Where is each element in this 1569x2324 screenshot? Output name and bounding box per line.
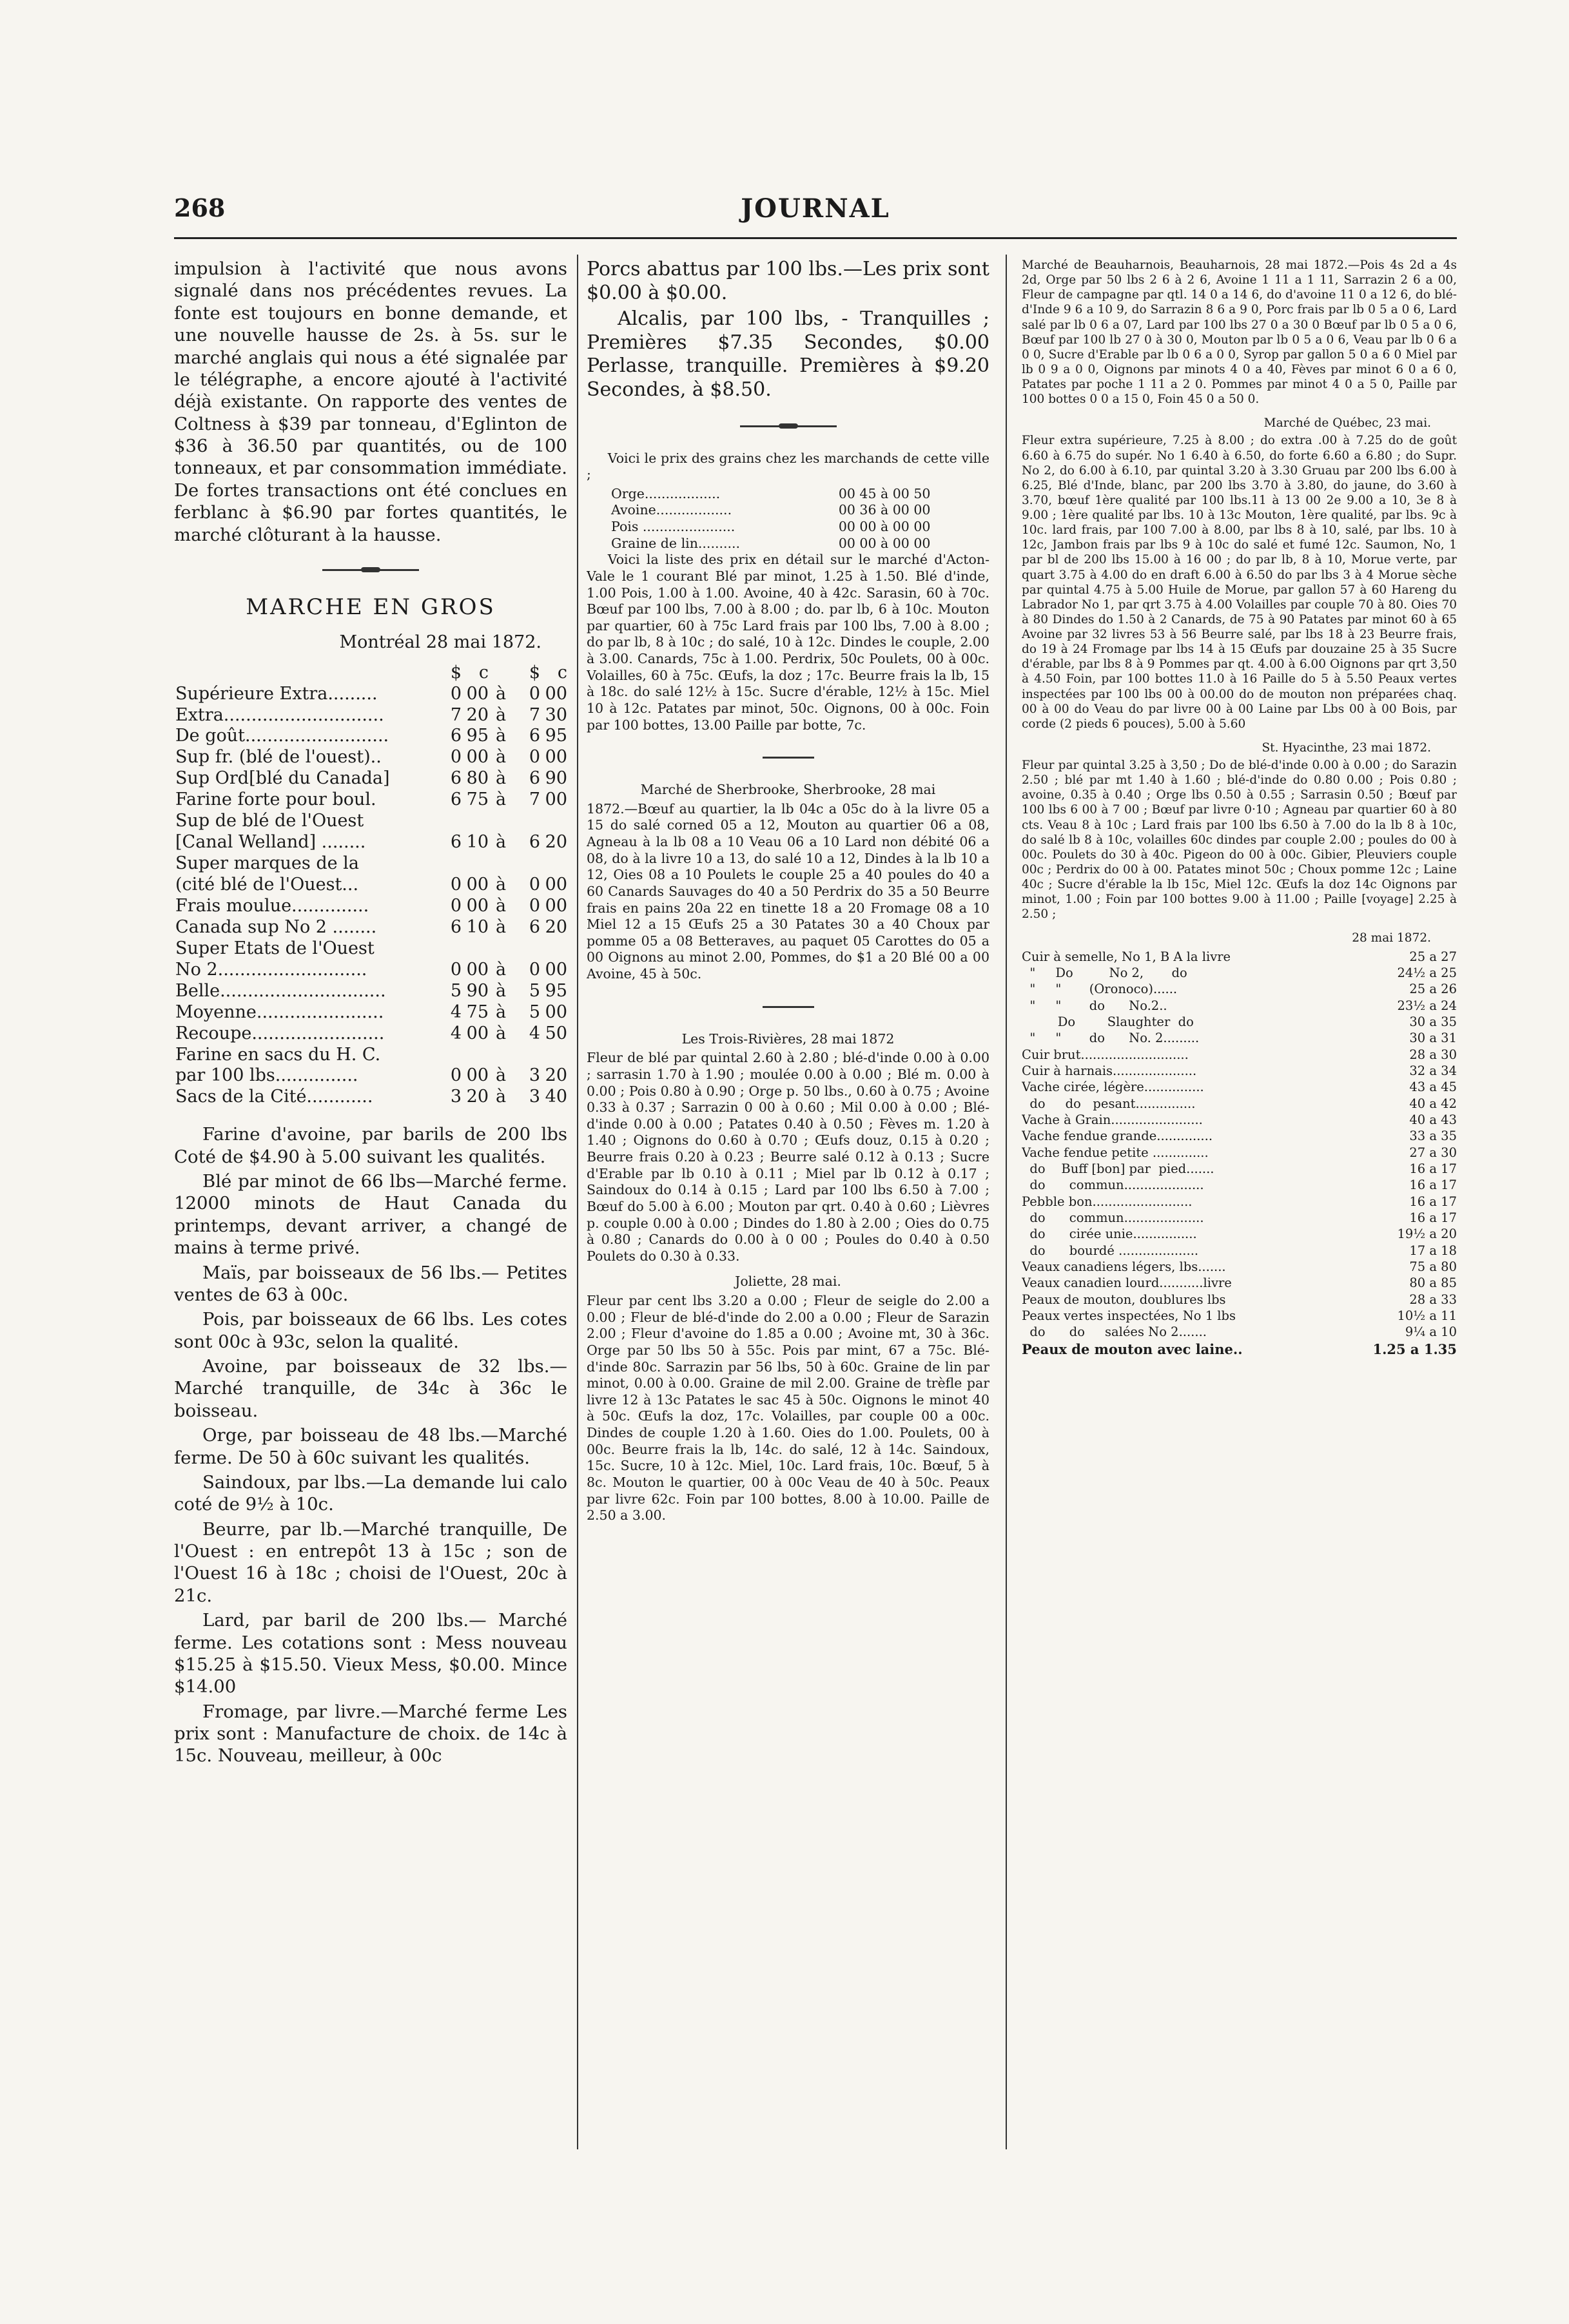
table-row [1022,1096,1457,1112]
table-row [1022,949,1457,965]
price-cell: 90 [466,980,489,1001]
grain-price-table [587,486,989,552]
table-row [174,875,567,896]
leather-value: 16 a 17 [1409,1177,1457,1193]
price-cell: à [495,1065,507,1086]
price-cell: 0 [450,1065,462,1086]
leather-value: 30 a 31 [1409,1031,1457,1046]
commodity-paragraph: Orge, par boisseau de 48 lbs.—Marché ferme. De 50 à 60c suivant les qualités. [174,1425,567,1468]
running-title: JOURNAL [741,193,890,224]
joliette-paragraph: Fleur par cent lbs 3.20 a 0.00 ; Fleur de seigle do 2.00 a 0.00 ; Fleur de blé-d'inde do 2.00 a 0.00 ; Fleur de Sarazin 2.00 ; Fleur d'avoine do 1.85 a 0.00 ; Avoine mt, 30 à 36c. Orge par 50 lbs 50 à 55c. Pois par mint, 67 a 75c. Blé-d'inde 80c. Sarrazin par 56 lbs, 50 à 60c. Graine de lin par minot, 0.00 à 0.00. Graine de mil 2.00. Graine de trèfle par livre 12 à 13c Patates le sac 45 à 50c. Oignons le minot 40 à 50c. Œufs la doz, 17c. Volailles, par couple 00 a 00c. Dindes de couple 1.20 à 1.60. Oies do 1.00. Poulets, 00 à 00c. Beurre frais la lb, 14c. do salé, 12 à 14c. Saindoux, 15c. Sucre, 10 à 12c. Miel, 10c. Lard frais, 10c. Bœuf, 5 à 8c. Mouton le quartier, 00 à 00c Veau de 40 à 50c. Peaux par livre 62c. Foin par 100 bottes, 8.00 à 10.00. Paille de 2.50 a 3.00. [587,1293,989,1524]
table-row [174,747,567,768]
price-cell: 20 [545,1065,567,1086]
price-cell: 20 [545,916,567,937]
price-cell: 3 [529,1065,540,1086]
price-cell: 00 [545,875,567,895]
price-cell: 95 [545,726,567,746]
leather-value: 25 a 26 [1409,982,1457,997]
grain-label: Avoine.................. [611,502,732,518]
leather-label: do commun.................... [1022,1210,1204,1225]
price-cell: 00 [466,895,489,916]
price-cell: 00 [466,747,489,768]
table-row [1022,1292,1457,1308]
leather-value: 1.25 a 1.35 [1372,1341,1457,1357]
table-row [174,896,567,917]
row-label: [Canal Welland] ........ [175,832,366,853]
leather-label: Cuir brut........................... [1022,1047,1189,1062]
table-row [174,853,567,875]
leather-label: Peaux vertes inspectées, No 1 lbs [1022,1308,1236,1324]
price-cell: à [495,683,507,704]
price-cell [489,1045,513,1066]
column-header: $ [529,662,540,683]
table-row [1022,1063,1457,1079]
price-cell: à [495,789,507,810]
leather-label: Vache à Grain....................... [1022,1112,1203,1127]
price-cell [462,938,489,960]
leather-value: 32 a 34 [1409,1063,1457,1078]
table-row [174,981,567,1002]
price-cell: 00 [466,1023,489,1043]
st-hyacinthe-title: St. Hyacinthe, 23 mai 1872. [1262,741,1431,755]
flour-price-table [174,663,567,1109]
leather-label: Do Slaughter do [1022,1014,1194,1029]
price-cell: 0 [450,895,462,916]
leather-label: Cuir à semelle, No 1, B A la livre [1022,949,1231,964]
column-divider-2 [1006,255,1007,2149]
pork-paragraph: Porcs abattus par 100 lbs.—Les prix sont $0.00 à $0.00. [587,258,989,304]
trois-rivieres-paragraph: Fleur de blé par quintal 2.60 à 2.80 ; blé-d'inde 0.00 à 0.00 ; sarrasin 1.70 à 1.90 ; moulée 0.00 à 0.00 ; Blé m. 0.00 à 0.00 ; Pois 0.80 à 0.90 ; Orge p. 50 lbs., 0.60 à 0.75 ; Avoine 0.33 à 0.37 ; Sarrazin 0 00 à 0.60 ; Mil 0.00 à 0.00 ; Blé-d'inde 0.00 à 0.00 ; Patates 0.40 à 0.50 ; Fèves m. 1.20 à 1.40 ; Oignons do 0.60 à 0.70 ; Œufs douz, 0.15 à 0.20 ; Beurre frais 0.20 à 0.23 ; Beurre salé 0.12 à 0.13 ; Sucre d'Erable par lb 0.10 à 0.11 ; Miel par lb 0.12 à 0.17 ; Saindoux do 0.14 à 0.15 ; Lard par 100 lbs 6.50 à 7.00 ; Bœuf do 5.00 à 6.00 ; Mouton par qrt. 0.40 à 0.60 ; Lièvres p. couple 0.00 à 0.00 ; Dindes do 1.80 à 2.00 ; Oies do 0.75 à 0.80 ; Canards do 0.00 à 0 00 ; Poules do 0.40 à 0.50 Poulets do 0.30 à 0.33. [587,1050,989,1264]
table-row [174,917,567,938]
row-label: Sup de blé de l'Ouest [175,811,364,831]
commodity-paragraph: Avoine, par boisseaux de 32 lbs.— Marché tranquille, de 34c à 36c le boisseau. [174,1356,567,1421]
price-cell: 7 [529,704,540,725]
commodity-paragraph: Fromage, par livre.—Marché ferme Les prix sont : Manufacture de choix. de 14c à 15c. Nouveau, meilleur, à 00c [174,1701,567,1767]
price-cell [513,938,540,960]
commodity-paragraph: Lard, par baril de 200 lbs.— Marché ferme. Les cotations sont : Mess nouveau $15.25 à $15.50. Vieux Mess, $0.00. Mince $14.00 [174,1610,567,1698]
iron-market-paragraph: impulsion à l'activité que nous avons signalé dans nos précédentes revues. La fonte est toujours en bonne demande, et une nouvelle hausse de 2s. à 5s. sur le marché anglais qui nous a été signalée par le télégraphe, a encore ajouté à l'activité déjà existante. On rapporte des ventes de Coltness à $39 par tonneau, d'Eglinton de $36 à 36.50 par quantités, ou de 100 tonneaux, et par consommation immédiate. De fortes transactions ont été conclues en ferblanc à $6.90 par fortes quantités, le marché clôturant à la hausse. [174,258,567,545]
price-cell: 00 [545,959,567,980]
table-row [1022,1047,1457,1063]
leather-value: 16 a 17 [1409,1210,1457,1225]
joliette-title: Joliette, 28 mai. [735,1273,841,1290]
table-row [1022,1177,1457,1193]
price-cell: 5 [529,1002,540,1022]
table-row [174,684,567,705]
price-cell: 0 [529,875,540,895]
price-cell [540,853,567,875]
price-cell [540,938,567,960]
leather-value: 19½ a 20 [1397,1226,1457,1242]
leather-label: " " (Oronoco)...... [1022,982,1178,997]
price-cell: à [495,704,507,725]
table-row [1022,1161,1457,1177]
price-cell: 10 [466,916,489,937]
column-2 [587,258,989,1527]
price-cell: à [495,1087,507,1107]
price-cell: à [495,726,507,746]
beauharnois-paragraph: Marché de Beauharnois, Beauharnois, 28 mai 1872.—Pois 4s 2d a 4s 2d, Orge par 50 lbs 2 6 à 2 6, Avoine 1 11 a 1 11, Sarrazin 2 6 a 00, Fleur de campagne par qtl. 14 0 a 14 6, do d'avoine 11 0 a 12 6, do blé-d'Inde 9 6 a 10 9, do Sarrazin 8 6 a 9 0, Porc frais par lb 0 5 a 0 6, Lard salé par lb 0 6 a 07, Lard par 100 lbs 27 0 a 30 0 Bœuf par lb 0 5 a 0 6, Bœuf par 100 lb 27 0 à 30 0, Mouton par lb 0 5 a 0 6, Veau par lb 0 6 a 0 0, Sucre d'Erable par lb 0 6 a 0 0, Syrop par gallon 5 0 a 6 0 Miel par lb 0 9 a 0 0, Oignons par minots 4 0 a 40, Fèves par minot 6 0 a 6 0, Patates par poche 1 11 a 2 0. Pommes par minot 4 0 a 5 0, Paille par 100 bottes 0 0 a 15 0, Foin 45 0 a 50 0. [1022,258,1457,407]
section-divider [740,425,837,427]
row-label: Sup fr. (blé de l'ouest).. [175,747,382,768]
grain-label: Graine de lin.......... [611,535,741,551]
price-cell [434,853,462,875]
price-cell: à [495,875,507,895]
leather-label: do bourdé .................... [1022,1243,1199,1258]
leather-value: 27 a 30 [1409,1145,1457,1160]
grain-label: Orge.................. [611,485,721,501]
price-cell: 4 [529,1023,540,1043]
price-cell: à [495,959,507,980]
price-cell: 0 [450,875,462,895]
price-cell: 00 [545,747,567,768]
row-label: par 100 lbs............... [175,1065,358,1086]
table-row [1022,1014,1457,1030]
price-cell: 10 [466,832,489,853]
row-label: Sup Ord[blé du Canada] [175,768,390,789]
price-cell: 5 [450,980,462,1001]
leather-label: do Buff [bon] par pied....... [1022,1161,1214,1176]
grain-intro: Voici le prix des grains chez les marchands de cette ville ; [587,450,989,483]
price-cell: 20 [466,704,489,725]
price-cell: 00 [545,895,567,916]
table-row [587,486,989,503]
table-row [174,705,567,726]
price-cell [513,811,540,832]
leather-value: 75 a 80 [1409,1259,1457,1275]
row-label: Frais moulue.............. [175,895,369,916]
leather-value: 24½ a 25 [1397,965,1457,980]
table-row [587,502,989,519]
price-cell: 3 [450,1087,462,1107]
st-hyacinthe-paragraph: Fleur par quintal 3.25 à 3,50 ; Do de blé-d'inde 0.00 à 0.00 ; do Sarazin 2.50 ; blé par mt 1.40 à 1.60 ; blé-d'inde do 0.80 0.00 ; Pois 0.80 ; avoine, 0.35 à 0.40 ; Orge lbs 0.50 à 0.55 ; Sarrasin 0.50 ; Bœuf par 100 lbs 6 00 à 7 00 ; Bœuf par livre 0·10 ; Agneau par quartier 60 à 80 cts. Veau 8 à 10c ; Lard frais par 100 lbs 6.50 à 7.00 do la lb 8 à 10c, do salé lb 8 à 10c, volailles 60c dindes par couple 2.00 ; poules do 00 à 00c. Poulets do 30 à 40c. Pigeon do 00 à 00c. Gibier, Pleuviers couple 00c ; Perdrix do 00 à 00. Patates minot 50c ; Choux pomme 12c ; Laine 40c ; Sucre d'érable la lb 15c, Miel 12c. Œufs la doz 14c Oignons par minot, 1.00 ; Foin par 100 bottes 9.00 à 11.00 ; Paille [voyage] 2.25 à 2.50 ; [1022,759,1457,922]
leather-value: 30 a 35 [1409,1014,1457,1029]
price-cell: 00 [545,1002,567,1022]
commodity-paragraph: Pois, par boisseaux de 66 lbs. Les cotes sont 00c à 93c, selon la qualité. [174,1309,567,1352]
row-label: Supérieure Extra......... [175,683,378,704]
column-1 [174,258,567,1770]
column-divider-1 [577,255,578,2149]
price-cell [489,811,513,832]
table-row [1022,1079,1457,1095]
leather-label: do cirée unie................ [1022,1226,1197,1242]
price-cell: 95 [466,726,489,746]
table-row [587,536,989,552]
table-row [1022,981,1457,997]
price-cell: à [495,895,507,916]
row-label: De goût.......................... [175,726,389,746]
price-cell: 75 [466,1002,489,1022]
price-cell: 6 [450,789,462,810]
leather-label: Peaux de mouton avec laine.. [1022,1341,1243,1357]
price-cell: 6 [450,726,462,746]
table-row [1022,998,1457,1014]
price-cell: 7 [450,704,462,725]
commodity-paragraphs [174,1123,567,1767]
leather-value: 17 a 18 [1409,1243,1457,1258]
price-cell: 3 [529,1087,540,1107]
leather-value: 40 a 43 [1409,1112,1457,1127]
leather-label: " Do No 2, do [1022,965,1187,980]
leather-value: 40 a 42 [1409,1096,1457,1111]
price-cell: à [495,1002,507,1022]
row-label: Moyenne....................... [175,1002,384,1022]
row-label: Canada sup No 2 ........ [175,916,377,937]
commodity-paragraph: Saindoux, par lbs.—La demande lui calo coté de 9½ à 10c. [174,1471,567,1515]
price-cell: 0 [529,747,540,768]
market-dateline: Montréal 28 mai 1872. [339,632,541,652]
leather-value: 28 a 30 [1409,1047,1457,1062]
price-cell: 0 [450,959,462,980]
table-row [174,1002,567,1023]
column-header: c [557,662,567,683]
commodity-paragraph: Blé par minot de 66 lbs—Marché ferme. 12000 minots de Haut Canada du printemps, devant arriver, a changé de mains à terme privé. [174,1171,567,1259]
table-row [587,519,989,536]
table-row [174,768,567,789]
leather-label: " " do No. 2......... [1022,1031,1200,1046]
price-cell: à [495,832,507,853]
price-cell [462,811,489,832]
table-row [1022,1210,1457,1226]
table-row [174,811,567,832]
price-cell: à [495,768,507,789]
table-row [1022,1324,1457,1340]
alcalis-paragraph: Alcalis, par 100 lbs, - Tranquilles ; Premières $7.35 Secondes, $0.00 Perlasse, tranquille. Premières à $9.20 Secondes, à $8.50. [587,307,989,401]
leather-label: Vache fendue grande.............. [1022,1128,1213,1144]
price-cell: 4 [450,1023,462,1043]
price-cell: 6 [529,768,540,789]
row-label: (cité blé de l'Ouest... [175,875,359,895]
acton-vale-paragraph: Voici la liste des prix en détail sur le marché d'Acton-Vale le 1 courant Blé par minot, 1.25 à 1.50. Blé d'inde, 1.00 Pois, 1.00 à 1.00. Avoine, 40 à 42c. Sarasin, 60 à 70c. Bœuf par 100 lbs, 7.00 à 8.00 ; do. par lb, 6 à 10c. Mouton par quartier, 60 à 75c Lard frais par 100 lbs, 7.00 à 8.00 ; do par lb, 8 à 10c ; do salé, 10 à 12c. Dindes le couple, 2.00 à 3.00. Canards, 75c à 1.00. Perdrix, 50c Poulets, 00 à 00c. Volailles, 60 à 75c. Œufs, la doz ; 17c. Beurre frais la lb, 15 à 18c. do salé 12½ à 15c. Sucre d'érable, 12½ à 15c. Miel 10 à 12c. Patates par minot, 50c. Oignons, 00 à 00c. Foin par 100 bottes, 13.00 Paille par botte, 7c. [587,552,989,733]
price-cell: 90 [545,768,567,789]
row-label: Sacs de la Cité............ [175,1087,373,1107]
table-row [1022,1128,1457,1144]
table-row [1022,1275,1457,1291]
price-cell: 50 [545,1023,567,1043]
section-divider [322,569,419,571]
leather-value: 33 a 35 [1409,1128,1457,1144]
leather-price-table [1022,949,1457,1359]
grain-value: 00 00 à 00 00 [838,519,931,535]
commodity-paragraph: Beurre, par lb.—Marché tranquille, De l'Ouest : en entrepôt 13 à 15c ; son de l'Ouest 16 à 18c ; choisi de l'Ouest, 20c à 21c. [174,1518,567,1606]
row-label: Extra............................. [175,704,384,725]
column-header: $ [450,662,462,683]
header-rule [174,237,1457,239]
leather-value: 28 a 33 [1409,1292,1457,1307]
sherbrooke-title: Marché de Sherbrooke, Sherbrooke, 28 mai [640,782,936,798]
price-cell: 00 [466,875,489,895]
leather-value: 16 a 17 [1409,1161,1457,1176]
leather-label: Vache cirée, légère............... [1022,1080,1204,1095]
price-cell [489,938,513,960]
table-row [174,1023,567,1045]
price-cell: 00 [545,683,567,704]
commodity-paragraph: Farine d'avoine, par barils de 200 lbs Coté de $4.90 à 5.00 suivant les qualités. [174,1124,567,1167]
price-cell: 75 [466,789,489,810]
leather-value: 16 a 17 [1409,1194,1457,1209]
leather-date: 28 mai 1872. [1352,931,1431,945]
price-cell: 0 [529,959,540,980]
grain-label: Pois ...................... [611,519,736,535]
leather-value: 10½ a 11 [1397,1308,1457,1324]
leather-label: do commun.................... [1022,1177,1204,1193]
leather-label: do do salées No 2....... [1022,1324,1207,1340]
trois-rivieres-title: Les Trois-Rivières, 28 mai 1872 [681,1031,895,1047]
quebec-paragraph: Fleur extra supérieure, 7.25 à 8.00 ; do extra .00 à 7.25 do de goût 6.60 à 6.75 do supér. No 1 6.40 à 6.50, do forte 6.60 a 6.80 ; do Supr. No 2, do 6.00 à 6.10, par quintal 3.20 à 3.30 Gruau par 200 lbs 6.00 à 6.25, Blé d'Inde, blanc, par 200 lbs 3.70 à 3.80, do jaune, do 3.60 à 3.70, bœuf 1ère qualité par 100 lbs.11 à 13 00 2e 9.00 a 10, 3e 8 à 9.00 ; 1ère qualité par lbs. 10 à 13c Mouton, 1ère qualité, par lbs. 9c à 10c. lard frais, par 100 7.00 à 8.00, par lbs 8 à 10, salé, par lbs. 10 à 12c, Jambon frais par lbs 9 à 10c do salé et fumé 12c. Saumon, No, 1 par bl de 200 lbs 15.00 à 16 00 ; do par lb, 8 à 10, Morue verte, par quart 3.75 à 4.00 do en draft 6.00 à 6.50 do par lbs 3 à 4 Morue sèche par quintal 4.75 à 5.00 Huile de Morue, par gallon 57 à 60 Hareng du Labrador No 1, par qrt 3.75 à 4.00 Volailles par couple 70 à 80. Oies 70 à 80 Dindes do 1.50 à 2 Canards, de 75 à 90 Patates par minot 60 à 65 Avoine par 32 livres 53 à 56 Beurre salé, par lbs 18 à 23 Beurre frais, do 19 à 24 Fromage par lbs 14 à 15 Œufs par douzaine 25 à 35 Sucre d'érable, par lbs 8 à 9 Pommes par qt. 4.00 à 6.00 Oignons par qrt 3,50 à 4.50 Foin, par 100 bottes 11.0 à 16 Paille do 5 à 5.50 Peaux vertes inspectées par 100 lbs 00 à 00.00 do de mouton non préparées chaq. 00 à 00 do Veau do par livre 00 à 00 Laine par Lbs 00 à 00 Bois, par corde (2 pieds 6 pouces), 5.00 à 5.60 [1022,434,1457,731]
leather-label: " " do No.2.. [1022,998,1167,1013]
price-cell [462,853,489,875]
table-row [1022,1194,1457,1210]
section-title: MARCHE EN GROS [246,594,496,620]
table-row [1022,1259,1457,1275]
price-cell: 00 [466,1065,489,1086]
table-row [1022,965,1457,981]
price-cell: 4 [450,1002,462,1022]
price-cell: à [495,980,507,1001]
price-cell: 6 [450,768,462,789]
price-cell: 0 [529,683,540,704]
leather-value: 43 a 45 [1409,1080,1457,1095]
row-label: Recoupe........................ [175,1023,385,1043]
table-row [174,960,567,981]
column-3 [1022,258,1457,1358]
section-divider [763,757,814,759]
price-cell [513,853,540,875]
price-cell: 40 [545,1087,567,1107]
leather-label: Cuir à harnais..................... [1022,1063,1197,1078]
table-row [1022,1226,1457,1242]
price-cell: 5 [529,980,540,1001]
price-cell: 00 [466,683,489,704]
row-label: Belle.............................. [175,980,386,1001]
leather-label: do do pesant............... [1022,1096,1196,1111]
table-row [1022,1030,1457,1046]
commodity-paragraph: Maïs, par boisseaux de 56 lbs.— Petites ventes de 63 à 00c. [174,1262,567,1305]
price-cell [540,1045,567,1066]
price-cell [434,1045,462,1066]
price-cell [434,811,462,832]
price-cell [540,811,567,832]
price-cell [513,1045,540,1066]
price-cell [434,938,462,960]
leather-label: Peaux de mouton, doublures lbs [1022,1292,1226,1307]
leather-value: 9¼ a 10 [1405,1324,1457,1340]
page-number: 268 [174,193,226,222]
table-row [1022,1145,1457,1161]
table-row [1022,1341,1457,1358]
table-row [174,726,567,747]
table-row [1022,1243,1457,1259]
table-row [1022,1308,1457,1324]
leather-value: 80 a 85 [1409,1275,1457,1291]
row-label: Farine en sacs du H. C. [175,1044,381,1065]
price-cell: à [495,916,507,937]
table-row [174,789,567,811]
price-cell: 95 [545,980,567,1001]
price-cell: 30 [545,704,567,725]
leather-label: Veaux canadiens légers, lbs....... [1022,1259,1226,1275]
price-cell: 20 [466,1087,489,1107]
table-row [174,832,567,853]
table-row [174,1087,567,1108]
price-cell: 0 [529,895,540,916]
price-cell: 6 [529,726,540,746]
price-cell: 6 [529,916,540,937]
grain-value: 00 36 à 00 00 [838,502,931,518]
price-cell: 0 [450,747,462,768]
sherbrooke-paragraph: 1872.—Bœuf au quartier, la lb 04c a 05c do à la livre 05 a 15 do salé corned 05 a 12, Mouton au quartier 06 a 08, Agneau à la lb 08 a 10 Veau 06 a 10 Lard non débité 06 a 08, do à la livre 10 a 13, do salé 10 a 12, Dindes à la lb 10 a 12, Oies 08 a 10 Poulets le couple 25 a 40 poules do 40 a 60 Canards Sauvages do 40 a 50 Perdrix do 35 a 50 Beurre frais en pains 20a 22 en tinette 18 a 20 Fromage 08 a 10 Miel 12 a 15 Œufs 25 a 30 Patates 30 a 40 Choux par pomme 05 a 08 Betteraves, au paquet 05 Carottes do 05 a 00 Oignons au minot 2.00, Pommes, do $1 a 20 Blé 00 a 00 Avoine, 45 à 50c. [587,800,989,982]
price-cell [462,1045,489,1066]
price-cell: 00 [466,959,489,980]
price-cell: à [495,1023,507,1043]
leather-label: Pebble bon......................... [1022,1194,1193,1209]
table-row [174,1065,567,1087]
leather-label: Vache fendue petite .............. [1022,1145,1209,1160]
price-cell [489,853,513,875]
price-cell: 6 [450,916,462,937]
leather-value: 25 a 27 [1409,949,1457,964]
price-cell: 00 [545,789,567,810]
price-cell: 6 [529,832,540,853]
leather-label: Veaux canadien lourd...........livre [1022,1275,1232,1291]
section-divider [763,1006,814,1008]
row-label: Super marques de la [175,853,359,874]
price-cell: 20 [545,832,567,853]
price-cell: 6 [450,832,462,853]
price-cell: 80 [466,768,489,789]
column-header: c [478,662,489,683]
table-row [174,938,567,960]
price-cell: 0 [450,683,462,704]
price-cell: 7 [529,789,540,810]
quebec-title: Marché de Québec, 23 mai. [1263,416,1431,431]
row-label: Farine forte pour boul. [175,789,376,810]
row-label: No 2........................... [175,959,367,980]
grain-value: 00 00 à 00 00 [838,535,931,551]
price-cell: à [495,747,507,768]
table-row [174,1045,567,1066]
row-label: Super Etats de l'Ouest [175,938,375,958]
table-row [1022,1112,1457,1128]
leather-value: 23½ a 24 [1397,998,1457,1013]
table-header-row [174,663,567,684]
page-header [174,193,1457,232]
grain-value: 00 45 à 00 50 [838,485,931,501]
